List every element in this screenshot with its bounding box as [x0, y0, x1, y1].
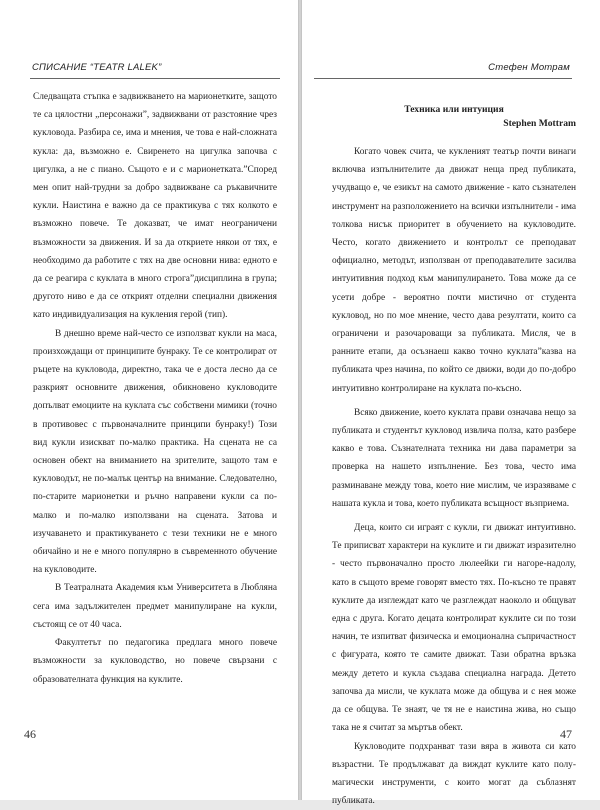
- paragraph: В Театралната Академия към Университета в Любляна сега има задължителен предмет манипулиране на кукли, състоящ се от 40 часа.: [33, 579, 277, 634]
- running-head-left: СПИСАНИЕ “TEATR LALEK”: [32, 62, 161, 73]
- paragraph: Когато човек счита, че кукленият театър почти винаги включва изпълнителите да движат неща пред публиката, учудващо е, че езикът на самото движение - като съзнателен инструмент на разположението на всички изпълнители - има толкова нисък приоритет в обучението на кукловодите. Често, когато движението и контролът се преподават официално, методът, използван от преподавателите засилва интуитивния подход към манипулирането. Това може да се усети добре - вероятно почти мистично от студента кукловод, но по мое мнение, често дава резултати, които са ограничени и разочароващи за публиката. Мисля, че в ранните етапи, да осъзнаеш какво точно куклата”казва на публиката чрез начина, по който се движи, води до по-добро интуитивно контролиране на куклата по-късно.: [332, 143, 576, 398]
- header-rule-left: [30, 78, 280, 79]
- left-page: [0, 0, 298, 800]
- page-number-left: 46: [24, 727, 36, 742]
- left-body-text: [33, 88, 277, 689]
- paragraph: Деца, които си играят с кукли, ги движат интуитивно. Те приписват характери на куклите и ги движат изразително - често първоначално просто люлеейки ги нагоре-надолу, като в същото време говорят вместо тях. По-късно те правят куклите да изглеждат като че разглеждат наоколо и общуват една с друга. Когато децата контролират куклите си по този начин, те изпитват физическа и емоционална съпричастност с фигурата, която те самите движат. Тази обратна връзка между детето и кукла създава специална награда. Детето започва да мисли, че куклата може да общува и с нея може да се общува. Те знаят, че тя не е наистина жива, но също така не я считат за мъртъв обект.: [332, 519, 576, 737]
- paragraph: Следващата стъпка е задвижването на марионетките, защото те са цялостни „персонажи”, задвижвани от разстояние чрез кукловода. Разбира се, има и мнения, че това е най-сложната кукла: да, възможно е. Свиренето на цигулка започва с цигулка, а не с пиано. Същото е и с марионетката.”Според мен опит най-трудни за добро задвижване са ръкавичните кукли. Наистина е важно да се практикува с тях колкото е възможно повече. Те доказват, че имат неограничени възможности за движения. И за да откриете някои от тях, е необходимо да работите с тях на две основни нива: едното е да се реагира с куклата в много строга”дисциплина в група; другото ниво е да се открият отделни специални движения като индивидуализация на кукления герой (тип).: [33, 88, 277, 325]
- running-head-right: Стефен Мотрам: [488, 62, 570, 73]
- right-body-text: [332, 103, 576, 810]
- article-title: Техника или интуиция: [332, 103, 576, 117]
- header-rule-right: [314, 78, 572, 79]
- paragraph: Факултетът по педагогика предлага много повече възможности за кукловодство, но повече свързани с образователната функция на куклите.: [33, 634, 277, 689]
- right-page: [302, 0, 600, 800]
- paragraph: Всяко движение, което куклата прави означава нещо за публиката и студентът кукловод извлича полза, като разбере какво е това. Съзнателната техника ни дава параметри за проверка на нашето изпълнение. Без това, често има разминаване между това, което ние мислим, че изразяваме с нашата кукла и това, което публиката всъщност възприема.: [332, 404, 576, 513]
- article-author: Stephen Mottram: [332, 117, 576, 131]
- paragraph: Кукловодите подхранват тази вяра в живота си като възрастни. Те продължават да виждат куклите като полу-магически инструменти, с които могат да съблазнят публиката.: [332, 738, 576, 810]
- paragraph: В днешно време най-често се използват кукли на маса, произхождащи от принципите бунраку. Те се контролират от ръцете на кукловода, директно, така че е доста лесно да се разкрият основните движения, обикновено кукловодите допълват емоциите на куклата със собствени мимики (точно в противовес с първоначалните принципи бунраку!) Този вид кукли изискват по-малко практика. На сцената не са основен обект на вниманието на зрителите, защото там е кукловодът, не по-малък център на внимание. Следователно, по-старите марионетки и ръчно направени кукли са по-малко и по-малко използвани на сцената. Затова и изучаването и практикуването с тези техники не е много обичайно и не е много популярно в съвременното обучение на кукловодите.: [33, 325, 277, 580]
- page-number-right: 47: [560, 727, 572, 742]
